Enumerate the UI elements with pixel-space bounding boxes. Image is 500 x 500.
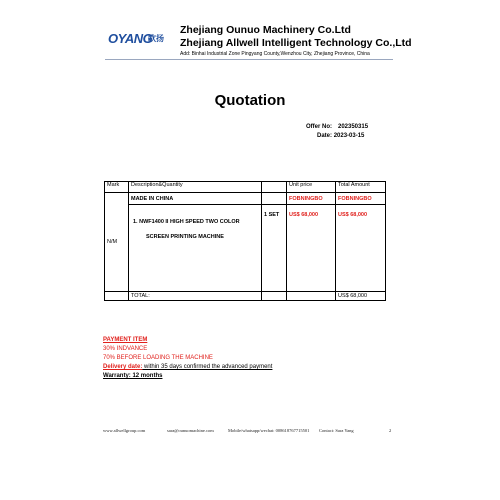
table-row-item: [105, 205, 386, 292]
document-title: Quotation: [214, 92, 286, 109]
header-unit-price: Unit price: [287, 182, 336, 193]
item-description-line1: 1. NWF1400 II HIGH SPEED TWO COLOR: [133, 219, 240, 225]
fob-unit-cell: FOBNINGBO: [287, 193, 336, 205]
total-value-cell: US$ 68,000: [336, 292, 386, 301]
table-row-origin: [105, 193, 386, 205]
footer-contact: Contact: Sara Yang: [319, 428, 354, 433]
table-row-total: [105, 292, 386, 301]
item-description-line2: SCREEN PRINTING MACHINE: [146, 234, 224, 240]
header-mark: Mark: [105, 182, 129, 193]
delivery-terms: [103, 363, 272, 371]
mark-cell: N/M: [105, 193, 129, 292]
offer-label: Offer No:: [306, 124, 332, 130]
header-divider: [105, 59, 393, 60]
total-mark-blank: [105, 292, 129, 301]
company-address: Add: Binhai Industrial Zone Pingyang County,Wenzhou City, Zhejiang Province, China: [180, 51, 370, 57]
footer-mobile: Mobile/whatsapp/wechat: 008618767715501: [228, 428, 310, 433]
date-value: 2023-03-15: [333, 133, 365, 139]
delivery-label: Delivery date:: [103, 364, 143, 370]
offer-value: 202350315: [338, 124, 369, 130]
footer-page-number: 2: [389, 428, 392, 433]
total-unit-blank: [287, 292, 336, 301]
payment-line-balance: 70% BEFORE LOADING THE MACHINE: [103, 355, 213, 361]
warranty-terms: Warranty: 12 months: [103, 373, 163, 379]
table-header-row: [105, 182, 386, 193]
footer-email: sara@ounuomachine.com: [167, 428, 214, 433]
made-in-cell: MADE IN CHINA: [129, 193, 262, 205]
company-name-primary: Zhejiang Ounuo Machinery Co.Ltd: [180, 24, 351, 36]
header-total-amount: Total Amount: [336, 182, 386, 193]
footer-website: www.allwellgroup.com: [103, 428, 146, 433]
item-amount-cell: US$ 68,000: [336, 205, 386, 292]
logo-chinese-text: 欧扬: [148, 34, 164, 43]
item-qty-cell: 1 SET: [262, 205, 287, 292]
item-unit-price-cell: US$ 68,000: [287, 205, 336, 292]
quotation-table: [104, 181, 386, 301]
total-label-cell: TOTAL:: [129, 292, 262, 301]
delivery-text: within 35 days confirmed the advanced payment: [142, 364, 273, 370]
offer-date: [317, 133, 364, 139]
payment-heading: PAYMENT ITEM: [103, 337, 148, 343]
origin-qty-blank: [262, 193, 287, 205]
company-logo: [108, 31, 174, 47]
total-qty-blank: [262, 292, 287, 301]
offer-number: [306, 124, 368, 130]
date-label: Date:: [317, 133, 333, 139]
logo-mark: OYANG: [108, 31, 153, 46]
item-description-cell: [129, 205, 262, 292]
header-description: Description&Quantity: [129, 182, 262, 193]
company-name-secondary: Zhejiang Allwell Intelligent Technology Co.,Ltd: [180, 37, 412, 49]
payment-line-advance: 30% INDVANCE: [103, 346, 148, 352]
header-quantity-blank: [262, 182, 287, 193]
fob-total-cell: FOBNINGBO: [336, 193, 386, 205]
